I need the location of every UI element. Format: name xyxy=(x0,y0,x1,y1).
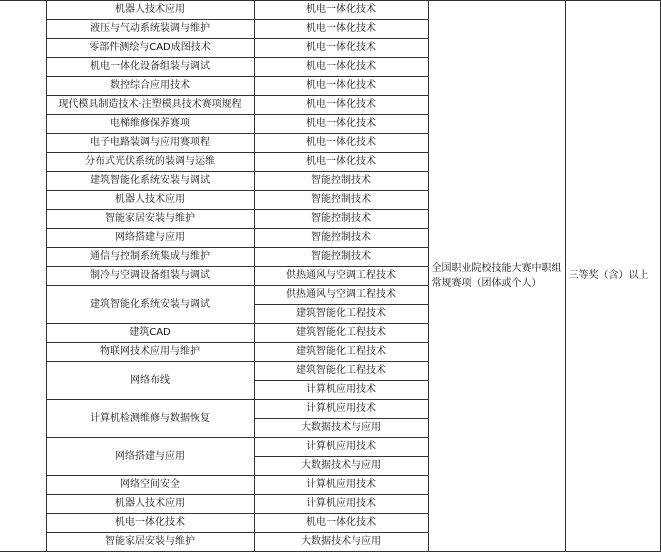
event-cell: 零部件测绘与CAD成图技术 xyxy=(46,39,254,58)
major-cell: 计算机应用技术 xyxy=(254,438,428,457)
event-cell: 建筑智能化系统安装与调试 xyxy=(46,172,254,191)
major-cell: 机电一体化技术 xyxy=(254,514,428,533)
event-cell: 分布式光伏系统的装调与运维 xyxy=(46,153,254,172)
major-cell: 建筑智能化工程技术 xyxy=(254,324,428,343)
blank-column xyxy=(0,1,46,552)
major-cell: 计算机应用技术 xyxy=(254,381,428,400)
table-row xyxy=(0,1,660,20)
event-cell: 机器人技术应用 xyxy=(46,191,254,210)
event-cell: 网络搭建与应用 xyxy=(46,438,254,476)
major-cell: 机电一体化技术 xyxy=(254,39,428,58)
event-cell: 网络空间安全 xyxy=(46,476,254,495)
major-cell: 建筑智能化工程技术 xyxy=(254,343,428,362)
event-cell: 机电一体化技术 xyxy=(46,514,254,533)
major-cell: 机电一体化技术 xyxy=(254,58,428,77)
major-cell: 大数据技术与应用 xyxy=(254,533,428,552)
major-cell: 机电一体化技术 xyxy=(254,20,428,39)
major-cell: 智能控制技术 xyxy=(254,210,428,229)
event-cell: 数控综合应用技术 xyxy=(46,77,254,96)
event-cell: 网络布线 xyxy=(46,362,254,400)
major-cell: 智能控制技术 xyxy=(254,229,428,248)
major-cell: 智能控制技术 xyxy=(254,172,428,191)
event-cell: 物联网技术应用与维护 xyxy=(46,343,254,362)
event-cell: 机器人技术应用 xyxy=(46,1,254,20)
major-cell: 大数据技术与应用 xyxy=(254,419,428,438)
event-cell: 电子电路装调与应用赛项程 xyxy=(46,134,254,153)
major-cell: 机电一体化技术 xyxy=(254,96,428,115)
major-cell: 供热通风与空调工程技术 xyxy=(254,267,428,286)
event-cell: 液压与气动系统装调与维护 xyxy=(46,20,254,39)
award-cell: 三等奖（含）以上 xyxy=(565,1,660,552)
competition-cell: 全国职业院校技能大赛中职组常规赛项（团体或个人） xyxy=(428,1,565,552)
major-cell: 计算机应用技术 xyxy=(254,400,428,419)
event-cell: 制冷与空调设备组装与调试 xyxy=(46,267,254,286)
major-cell: 供热通风与空调工程技术 xyxy=(254,286,428,305)
major-cell: 大数据技术与应用 xyxy=(254,457,428,476)
event-cell: 通信与控制系统集成与维护 xyxy=(46,248,254,267)
major-cell: 机电一体化技术 xyxy=(254,1,428,20)
major-cell: 计算机应用技术 xyxy=(254,495,428,514)
major-cell: 建筑智能化工程技术 xyxy=(254,305,428,324)
event-cell: 建筑CAD xyxy=(46,324,254,343)
major-cell: 机电一体化技术 xyxy=(254,153,428,172)
event-cell: 机电一体化设备组装与调试 xyxy=(46,58,254,77)
major-cell: 机电一体化技术 xyxy=(254,77,428,96)
event-cell: 智能家居安装与维护 xyxy=(46,533,254,552)
event-cell: 智能家居安装与维护 xyxy=(46,210,254,229)
major-cell: 智能控制技术 xyxy=(254,248,428,267)
major-cell: 建筑智能化工程技术 xyxy=(254,362,428,381)
event-cell: 电梯维修保养赛项 xyxy=(46,115,254,134)
event-cell: 现代模具制造技术·注塑模具技术赛项规程 xyxy=(46,96,254,115)
event-cell: 网络搭建与应用 xyxy=(46,229,254,248)
event-cell: 计算机检测维修与数据恢复 xyxy=(46,400,254,438)
major-cell: 智能控制技术 xyxy=(254,191,428,210)
major-cell: 机电一体化技术 xyxy=(254,115,428,134)
event-cell: 机器人技术应用 xyxy=(46,495,254,514)
major-cell: 机电一体化技术 xyxy=(254,134,428,153)
event-cell: 建筑智能化系统安装与调试 xyxy=(46,286,254,324)
major-cell: 计算机应用技术 xyxy=(254,476,428,495)
